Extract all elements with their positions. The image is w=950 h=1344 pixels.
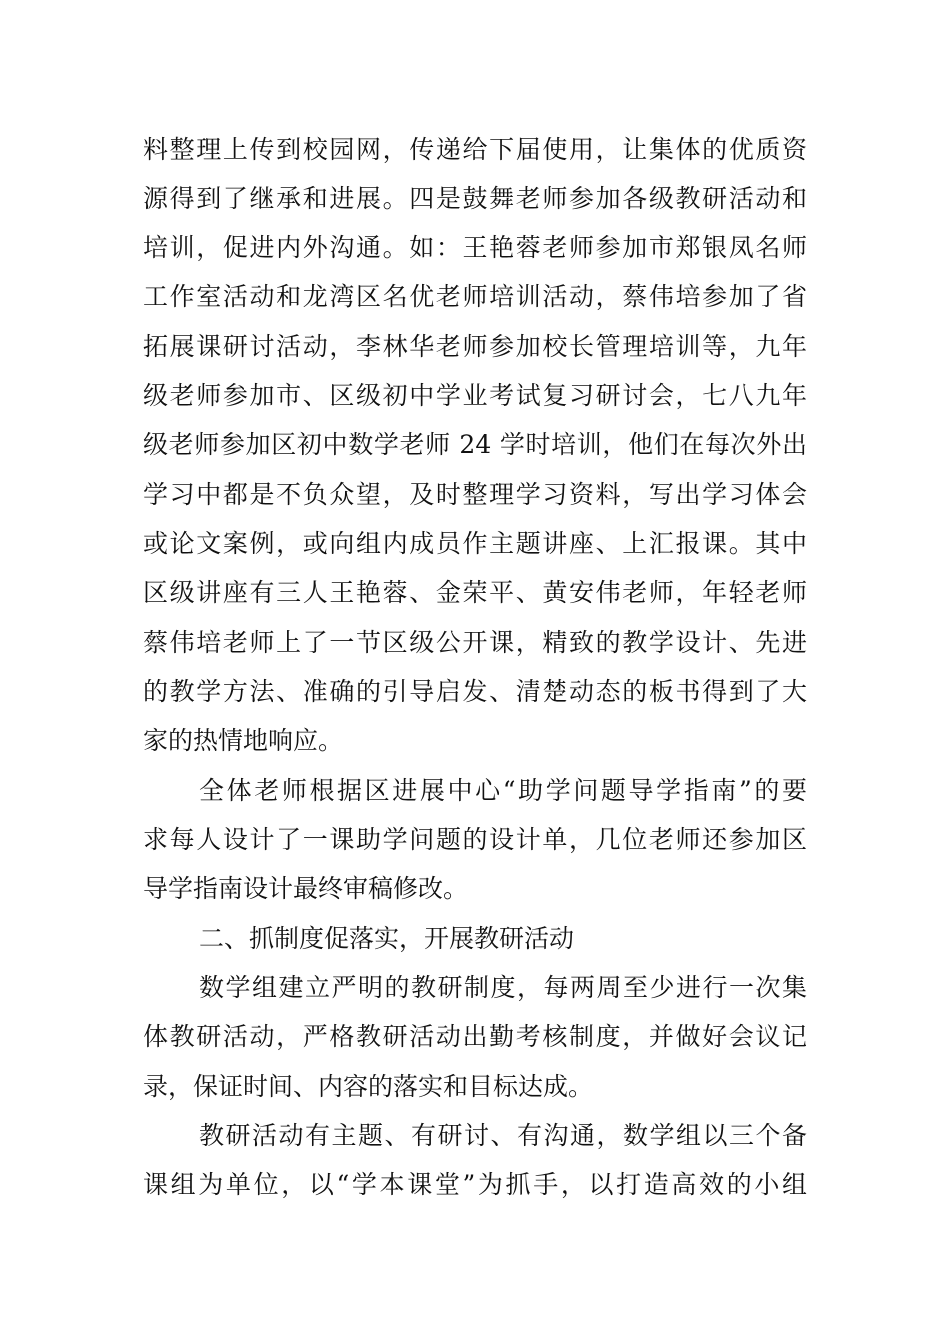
paragraph-first-line: 教研活动有主题、有研讨、有沟通，数学组以三个备 (199, 1121, 807, 1150)
text-line: 家的热情地响应。 (143, 726, 344, 755)
text-line: 源得到了继承和进展。四是鼓舞老师参加各级教研活动和 (143, 184, 807, 213)
text-line: 料整理上传到校园网，传递给下届使用，让集体的优质资 (143, 135, 807, 164)
text-line: 录，保证时间、内容的落实和目标达成。 (143, 1072, 594, 1101)
text-line: 培训，促进内外沟通。如：王艳蓉老师参加市郑银凤名师 (143, 233, 807, 262)
text-line: 求每人设计了一课助学问题的设计单，几位老师还参加区 (143, 825, 807, 854)
text-line: 或论文案例，或向组内成员作主题讲座、上汇报课。其中 (143, 529, 807, 558)
text-line: 学习中都是不负众望，及时整理学习资料，写出学习体会 (143, 480, 807, 509)
text-line: 的教学方法、准确的引导启发、清楚动态的板书得到了大 (143, 677, 807, 706)
text-line: 拓展课研讨活动，李林华老师参加校长管理培训等，九年 (143, 332, 807, 361)
paragraph-first-line: 数学组建立严明的教研制度，每两周至少进行一次集 (199, 973, 807, 1002)
text-line: 工作室活动和龙湾区名优老师培训活动，蔡伟培参加了省 (143, 282, 807, 311)
text-line: 级老师参加市、区级初中学业考试复习研讨会，七八九年 (143, 381, 807, 410)
text-line: 级老师参加区初中数学老师 24 学时培训，他们在每次外出 (143, 430, 807, 459)
text-line: 导学指南设计最终审稿修改。 (143, 874, 469, 903)
text-line: 课组为单位，以“学本课堂”为抓手，以打造高效的小组 (143, 1170, 807, 1199)
text-line: 蔡伟培老师上了一节区级公开课，精致的教学设计、先进 (143, 628, 807, 657)
paragraph-first-line: 全体老师根据区进展中心“助学问题导学指南”的要 (199, 776, 807, 805)
text-line: 区级讲座有三人王艳蓉、金荣平、黄安伟老师，年轻老师 (143, 578, 807, 607)
section-heading: 二、抓制度促落实，开展教研活动 (199, 924, 575, 953)
text-line: 体教研活动，严格教研活动出勤考核制度，并做好会议记 (143, 1022, 807, 1051)
